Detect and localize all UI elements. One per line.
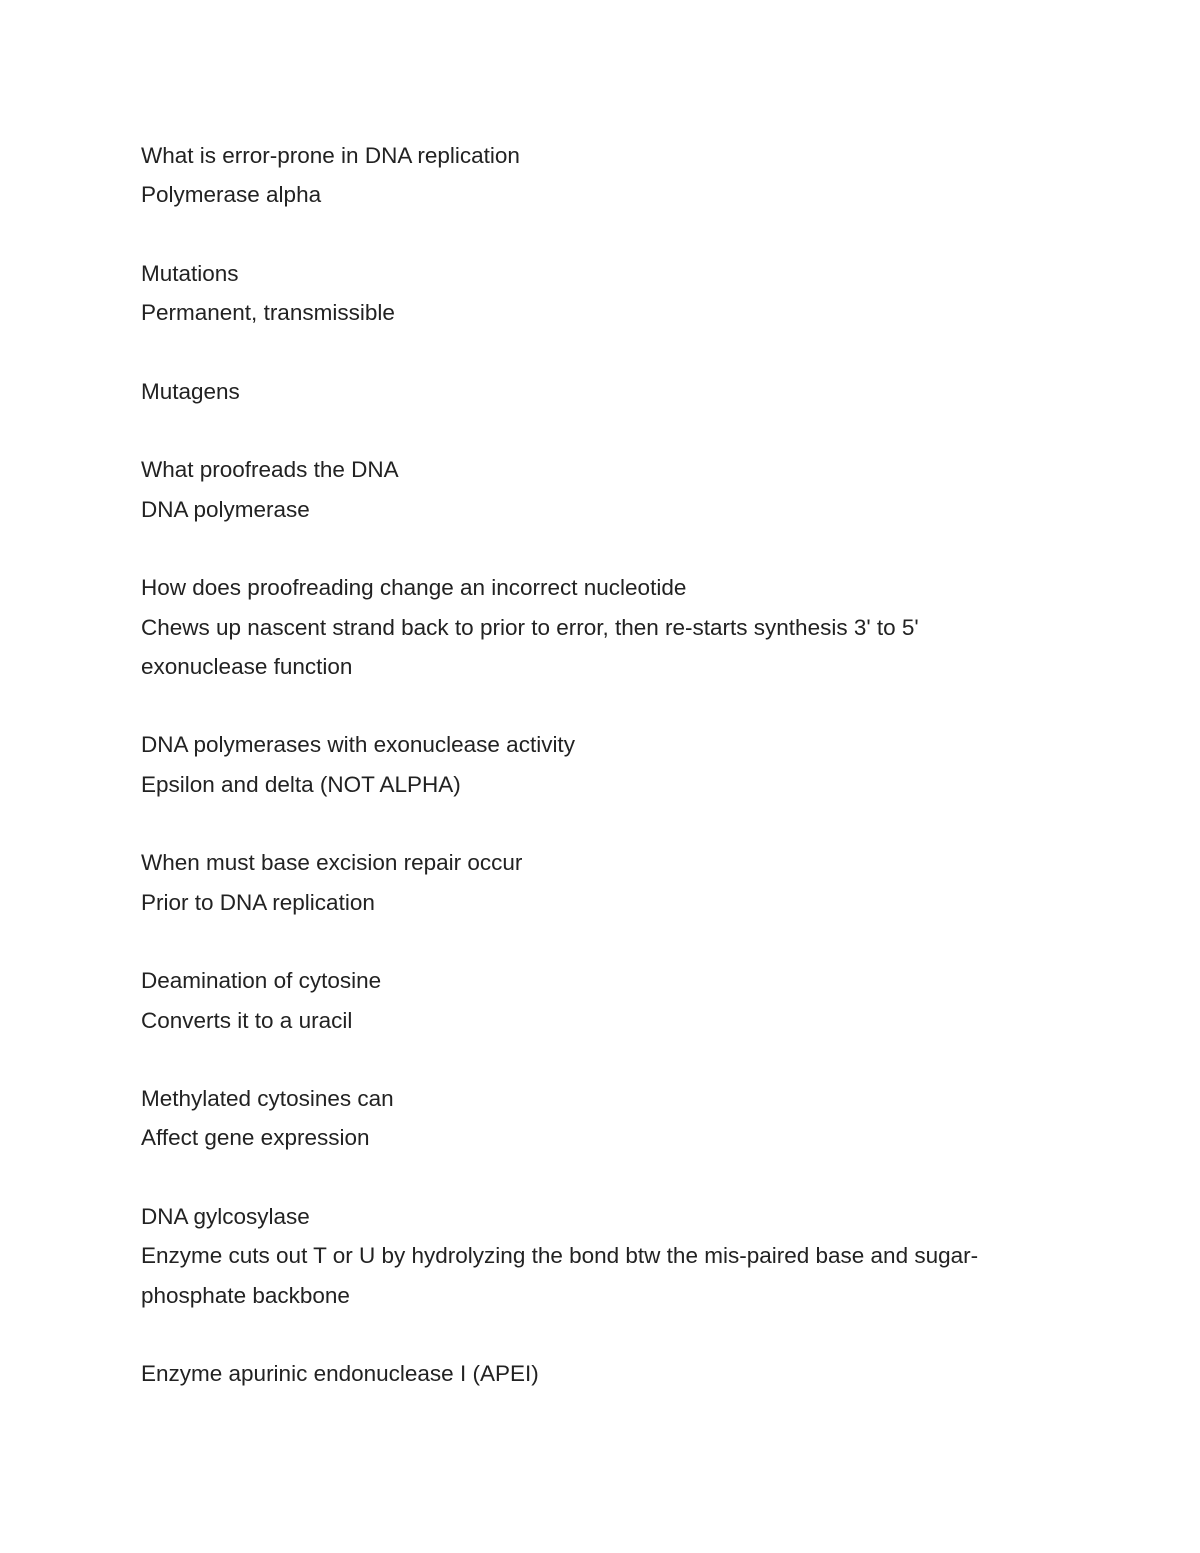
blank-line	[141, 411, 1041, 450]
answer-line: Converts it to a uracil	[141, 1007, 353, 1033]
question-line: DNA polymerases with exonuclease activity	[141, 732, 575, 758]
answer-line: Permanent, transmissible	[141, 300, 395, 326]
answer-line-continued: phosphate backbone	[141, 1282, 350, 1308]
question-line: Mutations	[141, 260, 239, 286]
question-line: Deamination of cytosine	[141, 968, 382, 994]
answer-line-continued: exonuclease function	[141, 653, 353, 679]
question-line: What proofreads the DNA	[141, 457, 399, 483]
answer-line: Polymerase alpha	[141, 182, 322, 208]
notes-body	[141, 136, 1041, 1394]
question-line: Mutagens	[141, 378, 240, 404]
blank-line	[141, 804, 1041, 843]
answer-line: Prior to DNA replication	[141, 889, 375, 915]
blank-line	[141, 332, 1041, 371]
blank-line	[141, 215, 1041, 254]
blank-line	[141, 529, 1041, 568]
answer-line: Affect gene expression	[141, 1125, 370, 1151]
blank-line	[141, 686, 1041, 725]
blank-line	[141, 1158, 1041, 1197]
question-line: Enzyme apurinic endonuclease I (APEI)	[141, 1361, 539, 1387]
answer-line: Enzyme cuts out T or U by hydrolyzing the bond btw the mis-paired base and sugar-	[141, 1243, 979, 1269]
answer-line: Epsilon and delta (NOT ALPHA)	[141, 771, 461, 797]
question-line: Methylated cytosines can	[141, 1086, 394, 1112]
blank-line	[141, 922, 1041, 961]
question-line: DNA gylcosylase	[141, 1204, 310, 1230]
question-line: How does proofreading change an incorrect nucleotide	[141, 575, 687, 601]
blank-line	[141, 1040, 1041, 1079]
blank-line	[141, 1315, 1041, 1354]
question-line: When must base excision repair occur	[141, 850, 523, 876]
answer-line: DNA polymerase	[141, 496, 310, 522]
question-line: What is error-prone in DNA replication	[141, 143, 520, 168]
answer-line: Chews up nascent strand back to prior to error, then re-starts synthesis 3' to 5'	[141, 614, 919, 640]
